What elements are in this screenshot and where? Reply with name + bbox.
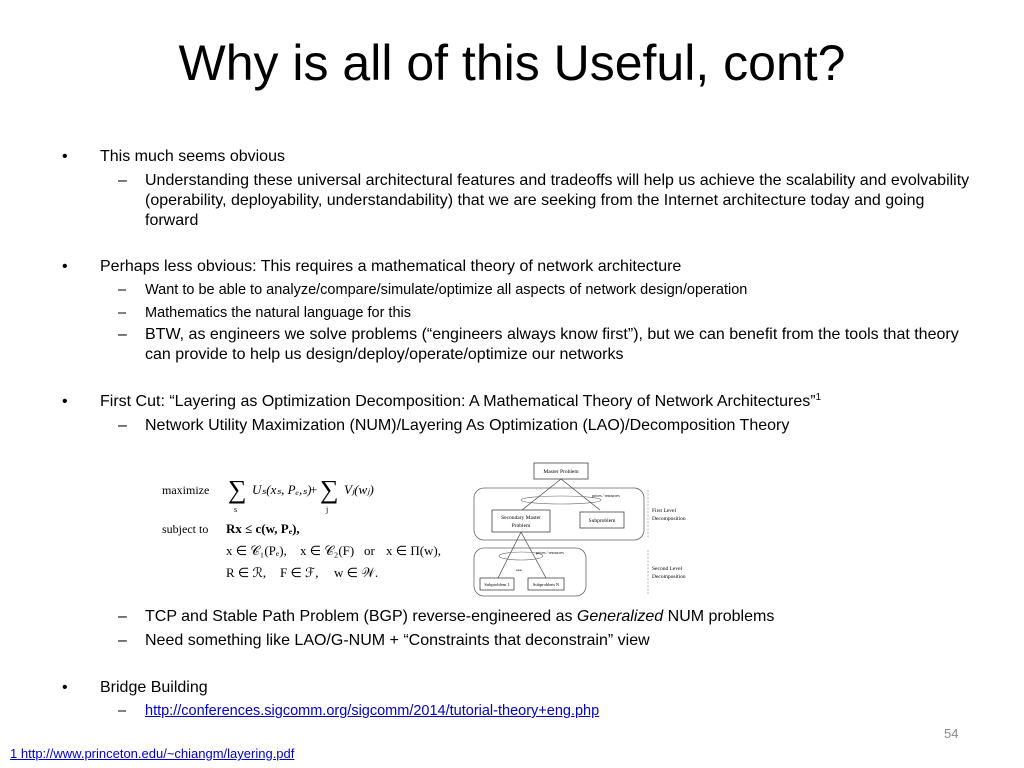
price-ellipse-1 [521,496,601,504]
sum-symbol: ∑ [320,475,339,504]
bullet-obvious: This much seems obvious [100,148,285,165]
dash-marker: – [118,608,127,625]
generalized-text: Generalized [576,608,664,625]
sum-symbol: ∑ [228,475,247,504]
first-level-label: First Level [652,508,676,514]
utility-term: Uₛ(xₛ, Pₑ,ₛ) [252,482,312,497]
sub-num: Network Utility Maximization (NUM)/Layering As Optimization (LAO)/Decomposition Theory [145,417,790,434]
tutorial-link[interactable]: http://conferences.sigcomm.org/sigcomm/2014/tutorial-theory+eng.php [145,703,600,719]
bullet-marker: • [62,393,68,410]
edge-master-secondary [522,479,561,510]
constraint-c1: x ∈ 𝒞₁(Pₑ), [226,543,287,558]
tcp-text-end: NUM problems [663,608,775,625]
bullet-marker: • [62,258,68,275]
bullet-marker: • [62,679,68,696]
dash-marker: – [118,703,127,719]
sub-understanding: Understanding these universal architectural features and tradeoffs will help us achieve the scalability and evolvability (operability, deployability, understandability) that we are seeking from the Internet architecture today and going forward [145,172,970,229]
ellipsis-dots: ••• [516,568,522,574]
subproblem-label: Subproblem [588,518,616,524]
bullet-marker: • [62,148,68,165]
bullet-bridge: Bridge Building [100,679,208,696]
bullet-less-obvious: Perhaps less obvious: This requires a mathematical theory of network architecture [100,258,682,275]
footnote-link[interactable] [10,746,294,761]
constraint-pi: x ∈ Π(w), [386,543,442,558]
footnote-number: 1 [10,746,18,761]
sub-need: Need something like LAO/G-NUM + “Constraints that deconstrain” view [145,632,650,649]
secondary-master-label-2: Problem [511,523,531,529]
sub-analyze: Want to be able to analyze/compare/simulate/optimize all aspects of network design/operation [145,282,748,298]
prices-label-2: prices / resources [536,550,564,555]
master-problem-label: Master Problem [543,469,579,475]
subject-to-label: subject to [162,522,209,536]
first-level-label-2: Decomposition [652,516,686,522]
tcp-text: TCP and Stable Path Problem (BGP) reverse-engineered as [145,608,577,625]
second-level-label: Second Level [652,566,683,572]
constraint-w: w ∈ 𝒲. [334,565,379,580]
dash-marker: – [118,632,127,649]
sub-link-row [145,701,975,721]
constraint-r: R ∈ ℛ, [226,565,267,580]
sub-btw: BTW, as engineers we solve problems (“engineers always know first”), but we can benefit from the tools that theory can provide to help us design/deploy/operate/optimize our networks [145,326,959,363]
decomposition-diagram [470,460,692,600]
bullet-first-cut [100,392,821,412]
slide-title: Why is all of this Useful, cont? [178,35,846,91]
sum-index-s: s [234,505,238,514]
constraint-or: or [364,543,375,558]
constraint-f: F ∈ ℱ, [280,565,319,580]
footnote-ref: 1 [815,392,822,403]
value-term: Vⱼ(wⱼ) [344,482,374,497]
sub-mathematics: Mathematics the natural language for this [145,305,411,321]
dash-marker: – [118,417,127,434]
secondary-master-label: Secondary Master [501,515,541,521]
plus-sign: + [310,482,318,497]
constraint-c2: x ∈ 𝒞₂(F) [300,543,355,558]
dash-marker: – [118,305,127,321]
dash-marker: – [118,172,127,189]
subproblem-1-label: Subproblem 1 [484,582,510,587]
dash-marker: – [118,282,127,298]
footnote [10,746,294,761]
page-number: 54 [944,726,959,741]
prices-label-1: prices / resources [592,493,620,498]
sub-tcp [145,607,975,627]
footnote-url: http://www.princeton.edu/~chiangm/layering.pdf [20,746,295,761]
num-formula [158,470,450,590]
dash-marker: – [118,326,127,343]
maximize-label: maximize [162,483,210,497]
sum-index-j: j [326,505,329,514]
second-level-label-2: Decomposition [652,574,686,580]
first-cut-text: First Cut: “Layering as Optimization Decomposition: A Mathematical Theory of Network Architectures” [100,393,816,410]
constraint-rx: Rx ≤ c(w, Pₑ), [226,521,300,536]
subproblem-n-label: Subproblem N [532,582,560,587]
